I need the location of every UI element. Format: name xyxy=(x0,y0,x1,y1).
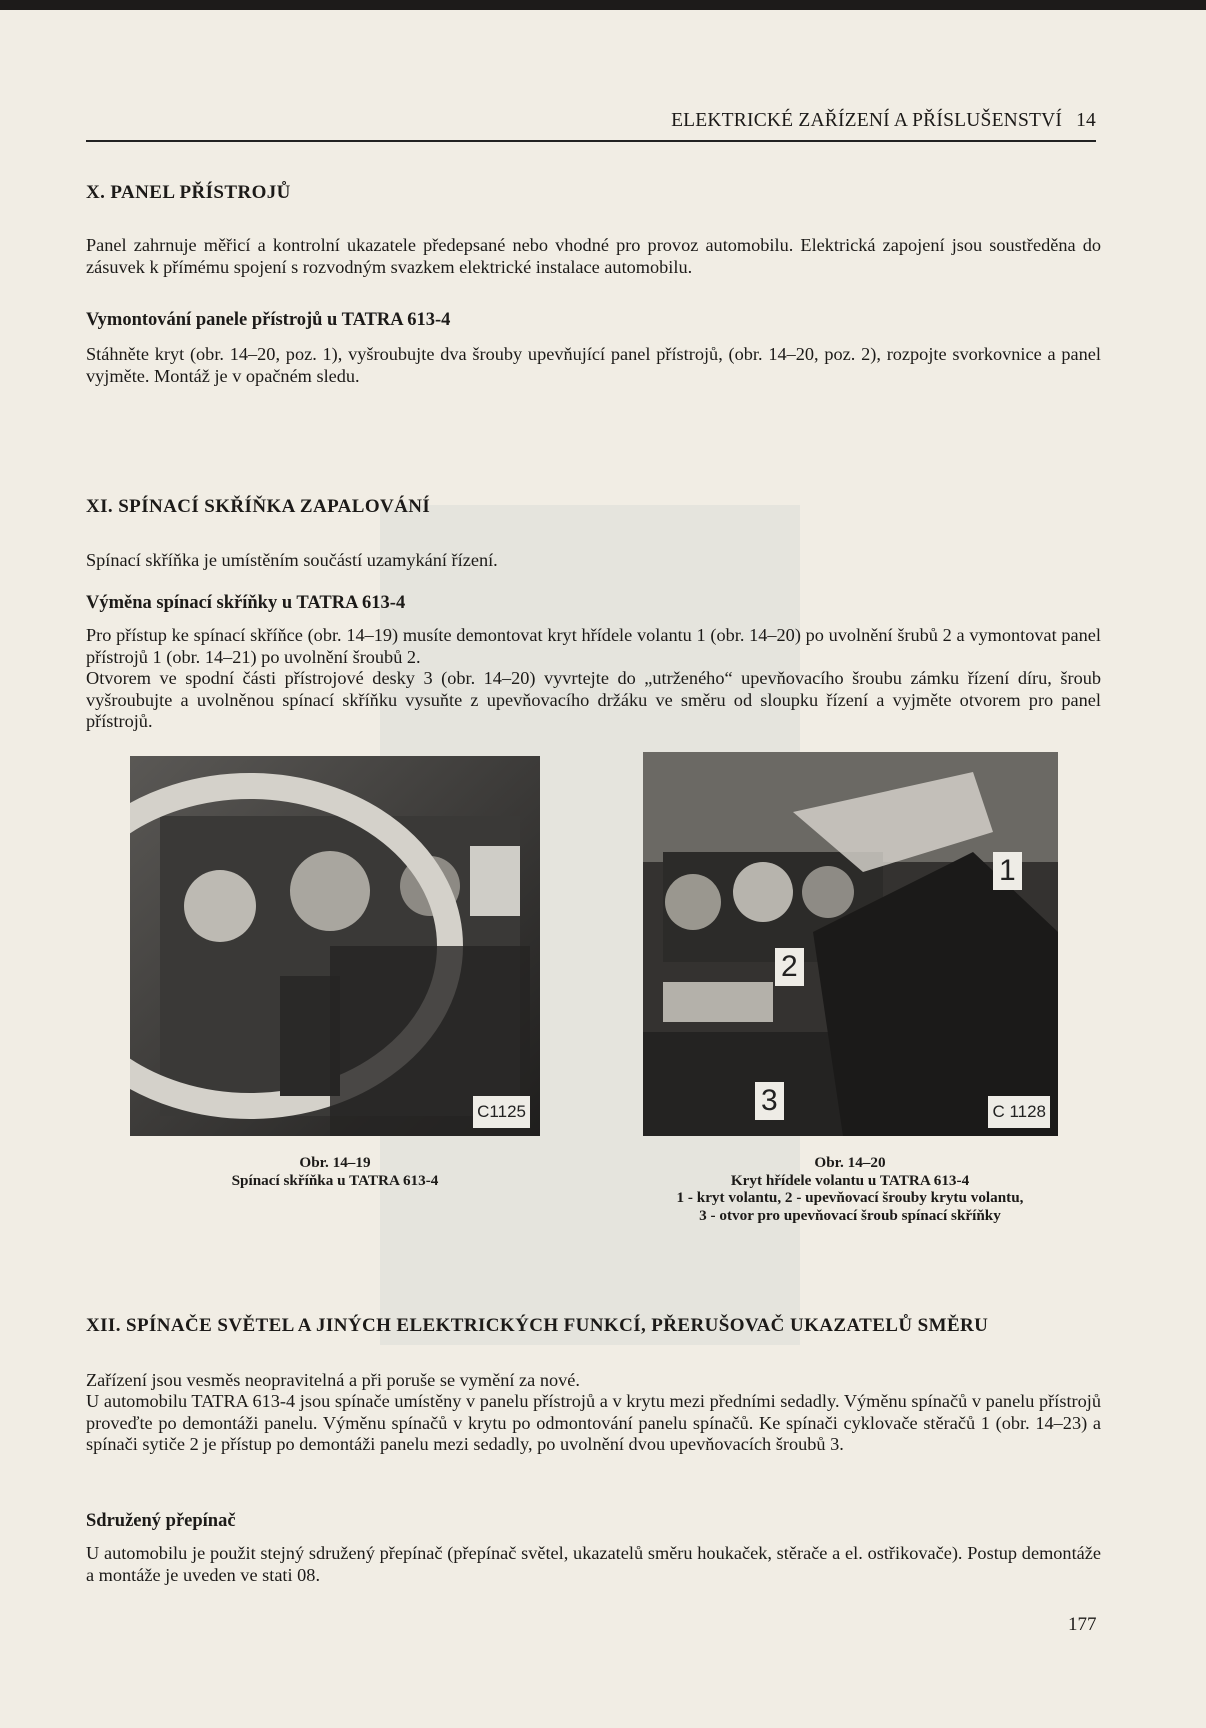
section-xi-subheading: Výměna spínací skříňky u TATRA 613-4 xyxy=(86,593,406,613)
section-xii-subheading: Sdružený přepínač xyxy=(86,1511,236,1531)
figure-number: Obr. 14–20 xyxy=(814,1154,886,1171)
section-xi-heading: XI. SPÍNACÍ SKŘÍŇKA ZAPALOVÁNÍ xyxy=(86,496,431,517)
figure-14-20-photo xyxy=(643,752,1058,1136)
callout-1: 1 xyxy=(993,852,1022,890)
figure-14-19-caption xyxy=(130,1154,540,1189)
section-x-subheading: Vymontování panele přístrojů u TATRA 613-4 xyxy=(86,310,451,330)
section-x-subtext: Stáhněte kryt (obr. 14–20, poz. 1), vyšroubujte dva šrouby upevňující panel přístrojů, (obr. 14–20, poz. 2), rozpojte svorkovnice a panel vyjměte. Montáž je v opačném sledu. xyxy=(86,344,1101,386)
page-number: 177 xyxy=(1068,1614,1097,1635)
photo-code-label: C 1128 xyxy=(988,1096,1050,1128)
section-xi-para1: Pro přístup ke spínací skříňce (obr. 14–19) musíte demontovat kryt hřídele volantu 1 (obr. 14–20) po uvolnění šrubů 2 a vymontovat panel přístrojů 1 (obr. 14–21) po uvolnění šroubů 2. xyxy=(86,625,1101,667)
callout-3: 3 xyxy=(755,1082,784,1120)
section-xi-para2: Otvorem ve spodní části přístrojové desky 3 (obr. 14–20) vyvrtejte do „utrženého“ upevňovacího šroubu zámku řízení díru, šroub vyšroubujte a uvolněnou spínací skříňku vysuňte z upevňovacího držáku ve směru od sloupku řízení a vyjměte otvorem pro panel přístrojů. xyxy=(86,668,1101,731)
figure-title: Kryt hřídele volantu u TATRA 613-4 xyxy=(730,1171,970,1189)
photo-code-label: C1125 xyxy=(473,1096,530,1128)
figure-legend-line: 1 - kryt volantu, 2 - upevňovací šrouby krytu volantu, xyxy=(676,1189,1024,1206)
section-xii-para1: Zařízení jsou vesměs neopravitelná a při poruše se vymění za nové. xyxy=(86,1370,580,1390)
section-xii-subtext: U automobilu je použit stejný sdružený přepínač (přepínač světel, ukazatelů směru houkaček, stěrače a el. ostřikovače). Postup demontáže a montáže je uveden ve stati 08. xyxy=(86,1543,1101,1585)
figure-14-19-photo xyxy=(130,756,540,1136)
figure-title: Spínací skříňka u TATRA 613-4 xyxy=(231,1171,439,1189)
header-title xyxy=(671,110,1096,132)
running-header xyxy=(86,110,1096,142)
callout-2: 2 xyxy=(775,948,804,986)
figure-legend-line: 3 - otvor pro upevňovací šroub spínací skříňky xyxy=(699,1206,1001,1224)
section-xii-heading: XII. SPÍNAČE SVĚTEL A JINÝCH ELEKTRICKÝCH FUNKCÍ, PŘERUŠOVAČ UKAZATELŮ SMĚRU xyxy=(86,1315,989,1336)
figure-number: Obr. 14–19 xyxy=(299,1154,371,1171)
header-chapter-number: 14 xyxy=(1076,110,1096,131)
section-xii-para2: U automobilu TATRA 613-4 jsou spínače umístěny v panelu přístrojů a v krytu mezi předními sedadly. Výměnu spínačů v panelu přístrojů proveďte po demontáži panelu. Výměnu spínačů v krytu po odmontování panelu spínačů. Ke spínači cyklovače stěračů 1 (obr. 14–23) a spínači sytiče 2 je přístup po demontáži panelu mezi sedadly, po uvolnění dvou upevňovacích šroubů 3. xyxy=(86,1391,1101,1454)
header-chapter-title: ELEKTRICKÉ ZAŘÍZENÍ A PŘÍSLUŠENSTVÍ xyxy=(671,110,1063,131)
page-top-edge xyxy=(0,0,1206,10)
section-x-intro: Panel zahrnuje měřicí a kontrolní ukazatele předepsané nebo vhodné pro provoz automobilu. Elektrická zapojení jsou soustředěna do zásuvek k přímému spojení s rozvodným svazkem elektrické instalace automobilu. xyxy=(86,235,1101,277)
figure-14-20-caption xyxy=(600,1154,1100,1224)
section-xi-intro: Spínací skříňka je umístěním součástí uzamykání řízení. xyxy=(86,550,498,570)
section-x-heading: X. PANEL PŘÍSTROJŮ xyxy=(86,182,291,203)
